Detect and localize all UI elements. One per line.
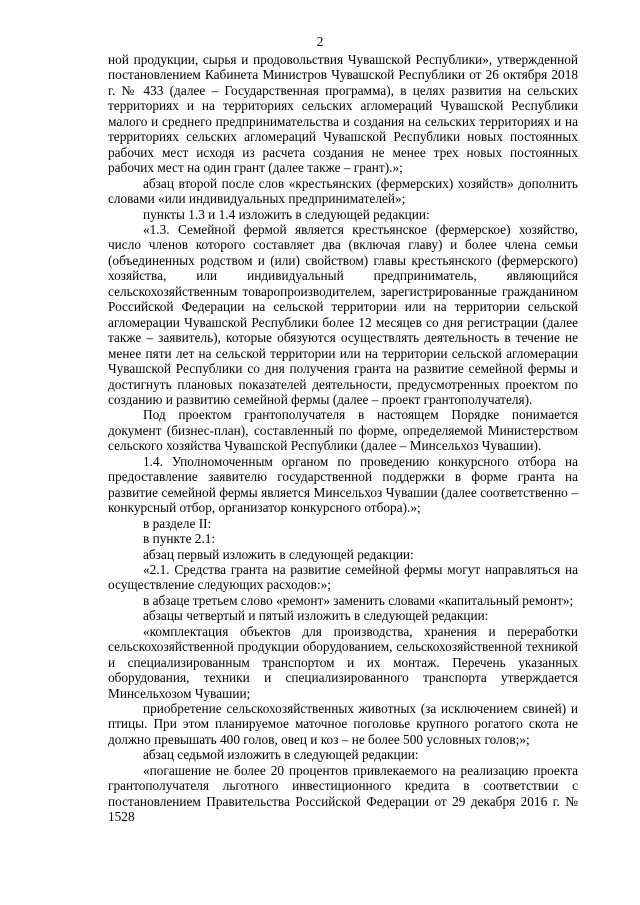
paragraph: пункты 1.3 и 1.4 изложить в следующей редакции: [143, 206, 430, 222]
paragraph: в пункте 2.1: [143, 531, 216, 547]
paragraph: «1.3. Семейной фермой является крестьянское (фермерское) хозяйство, число членов которого составляет два (включая главу) и более члена семьи (объединенных родством и (или) свойством) главы крестьянского (фермерского) хозяйства, или индивидуальный предприниматель, являющийся сельскохозяйственным товаропроизводителем, зарегистрированные гражданином Российской Федерации на сельской территории или на территории сельской агломерации Чувашской Республики более 12 месяцев со дня регистрации (далее также – заявитель), которые обязуются осуществлять деятельность в течение не менее пяти лет на сельской территории или на территории сельской агломерации Чувашской Республики со дня получения гранта на развитие семейной фермы и достигнуть плановых показателей деятельности, предусмотренных проектом по созданию и развитию семейной фермы (далее – проект грантополучателя). [108, 221, 578, 407]
paragraph: «погашение не более 20 процентов привлекаемого на реализацию проекта грантополучателя льготного инвестиционного кредита в соответствии с постановлением Правительства Российской Федерации от 29 декабря 2016 г. № 1528 [108, 762, 578, 825]
page-number: 2 [316, 34, 324, 49]
paragraph: абзац второй после слов «крестьянских (фермерских) хозяйств» дополнить словами «или индивидуальных предпринимателей»; [108, 175, 578, 207]
paragraph: абзац седьмой изложить в следующей редакции: [143, 747, 419, 763]
paragraph: «комплектация объектов для производства, хранения и переработки сельскохозяйственной продукции оборудованием, сельскохозяйственной техникой и специализированным транспортом и их монтаж. Перечень указанных оборудования, техники и специализированного транспорта утверждается Минсельхозом Чувашии; [108, 623, 578, 701]
paragraph: ной продукции, сырья и продовольствия Чувашской Республики», утвержденной постановлением Кабинета Министров Чувашской Республики от 26 октября 2018 г. № 433 (далее – Государственная программа), в целях развития на сельских территориях и на территориях сельских агломераций Чувашской Республики малого и среднего предпринимательства и создания на сельских территориях и на территориях сельских агломераций Чувашской Республики новых постоянных рабочих мест исходя из расчета создания не менее трех новых постоянных рабочих мест на один грант (далее также – грант).»; [108, 52, 578, 176]
document-body [108, 52, 578, 825]
paragraph: «2.1. Средства гранта на развитие семейной фермы могут направляться на осуществление следующих расходов:»; [108, 561, 578, 593]
paragraph: абзацы четвертый и пятый изложить в следующей редакции: [143, 608, 489, 624]
paragraph: 1.4. Уполномоченным органом по проведению конкурсного отбора на предоставление заявителю государственной поддержки в форме гранта на развитие семейной фермы является Минсельхоз Чувашии (далее соответственно – конкурсный отбор, организатор конкурсного отбора).»; [108, 453, 578, 516]
paragraph: в разделе II: [143, 515, 212, 531]
paragraph: Под проектом грантополучателя в настоящем Порядке понимается документ (бизнес-план), составленный по форме, определяемой Министерством сельского хозяйства Чувашской Республики (далее – Минсельхоз Чувашии). [108, 407, 578, 454]
paragraph: приобретение сельскохозяйственных животных (за исключением свиней) и птицы. При этом планируемое маточное поголовье крупного рогатого скота не должно превышать 400 голов, овец и коз – не более 500 условных голов;»; [108, 701, 578, 747]
paragraph: абзац первый изложить в следующей редакции: [143, 546, 414, 562]
paragraph: в абзаце третьем слово «ремонт» заменить словами «капитальный ремонт»; [143, 592, 574, 608]
